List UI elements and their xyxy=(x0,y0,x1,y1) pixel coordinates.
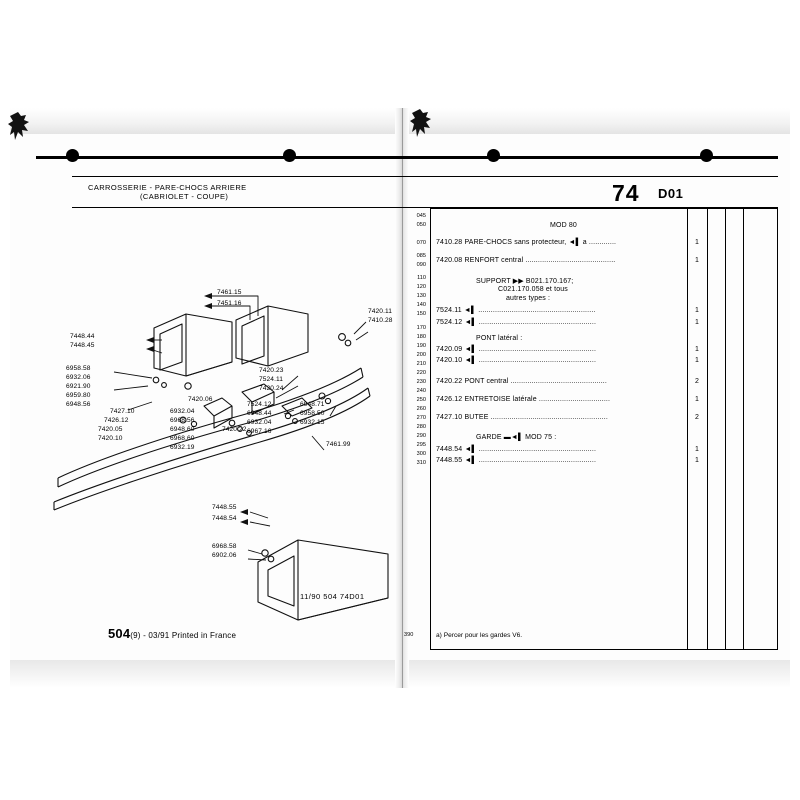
callout-label: 6968.58 xyxy=(212,543,237,550)
table-row: 7427.10 BUTEE ........................................................ xyxy=(436,414,608,421)
callout-label: 7420.23 xyxy=(259,367,284,374)
callout-label: 7426.12 xyxy=(104,417,129,424)
punch-hole xyxy=(66,149,79,162)
rail-number: 150 xyxy=(416,311,426,317)
rail-number: 050 xyxy=(416,222,426,228)
callout-label: 6932.04 xyxy=(247,419,272,426)
table-qty: 2 xyxy=(695,378,699,385)
rail-footnote-number: 390 xyxy=(404,632,414,638)
callout-label: 7448.44 xyxy=(70,333,95,340)
table-row: C021.170.058 et tous xyxy=(498,286,568,293)
callout-label: 7524.11 xyxy=(259,376,284,383)
table-row: 7448.54 ◄▌ ........................................................ xyxy=(436,446,597,453)
callout-label: 7427.10 xyxy=(110,408,135,415)
header-subtitle-2: (CABRIOLET - COUPE) xyxy=(140,192,229,201)
callout-label: 6948.71 xyxy=(300,401,325,408)
callout-label: 6958.50 xyxy=(300,410,325,417)
callout-label: 6959.80 xyxy=(66,392,91,399)
reference-line-numbers xyxy=(404,210,428,650)
table-qty: 1 xyxy=(695,257,699,264)
rail-number: 300 xyxy=(416,451,426,457)
table-row: 7410.28 PARE-CHOCS sans protecteur, ◄▌ a ............. xyxy=(436,239,617,246)
punch-hole xyxy=(487,149,500,162)
table-row: 7420.10 ◄▌ ........................................................ xyxy=(436,357,597,364)
table-row: 7420.09 ◄▌ ........................................................ xyxy=(436,346,597,353)
table-qty: 1 xyxy=(695,446,699,453)
callout-label: 7420.10 xyxy=(98,435,123,442)
rail-number: 190 xyxy=(416,343,426,349)
page-footer xyxy=(108,626,236,641)
callout-label: 6921.90 xyxy=(66,383,91,390)
rail-number: 090 xyxy=(416,262,426,268)
table-row: autres types : xyxy=(506,295,551,302)
rail-number: 070 xyxy=(416,240,426,246)
table-qty: 1 xyxy=(695,239,699,246)
callout-label: 7410.28 xyxy=(368,317,393,324)
table-qty: 1 xyxy=(695,396,699,403)
callout-label: 7448.45 xyxy=(70,342,95,349)
table-column-rule xyxy=(430,208,431,650)
callout-label: 7461.99 xyxy=(326,441,351,448)
callout-label: 6902.06 xyxy=(212,552,237,559)
callout-label: 6968.60 xyxy=(170,435,195,442)
callout-label: 7420.24 xyxy=(259,385,284,392)
table-column-rule xyxy=(707,208,708,650)
section-code: D01 xyxy=(658,186,684,201)
callout-label: 6948.56 xyxy=(66,401,91,408)
rail-number: 170 xyxy=(416,325,426,331)
callout-label: 6932.06 xyxy=(66,374,91,381)
rail-number: 260 xyxy=(416,406,426,412)
rail-number: 295 xyxy=(416,442,426,448)
peugeot-lion-icon-2 xyxy=(408,108,436,148)
table-qty: 1 xyxy=(695,319,699,326)
table-row: 7524.11 ◄▌ ........................................................ xyxy=(436,307,596,314)
rail-number: 180 xyxy=(416,334,426,340)
header-border-top xyxy=(72,176,778,177)
punch-hole xyxy=(283,149,296,162)
callout-label: 6932.15 xyxy=(300,419,325,426)
table-row: 7448.55 ◄▌ ........................................................ xyxy=(436,457,597,464)
rail-number: 250 xyxy=(416,397,426,403)
table-row: PONT latéral : xyxy=(476,335,523,342)
rail-number: 310 xyxy=(416,460,426,466)
header-title: CARROSSERIE - xyxy=(88,183,153,192)
table-qty: 2 xyxy=(695,414,699,421)
rail-number: 140 xyxy=(416,302,426,308)
callout-label: 7448.55 xyxy=(212,504,237,511)
callout-label: 7451.16 xyxy=(217,300,242,307)
callout-label: 7461.15 xyxy=(217,289,242,296)
rail-number: 045 xyxy=(416,213,426,219)
callout-label: 7448.54 xyxy=(212,515,237,522)
rail-number: 130 xyxy=(416,293,426,299)
rail-number: 200 xyxy=(416,352,426,358)
table-column-rule xyxy=(725,208,726,650)
section-number: 74 xyxy=(612,180,640,206)
table-column-rule xyxy=(687,208,688,650)
table-row xyxy=(550,222,577,229)
rail-number: 230 xyxy=(416,379,426,385)
callout-label: 6958.58 xyxy=(66,365,91,372)
rail-number: 290 xyxy=(416,433,426,439)
binding-gutter-line xyxy=(402,108,403,688)
callout-label: 7420.11 xyxy=(368,308,393,315)
header-subtitle-1: PARE-CHOCS ARRIERE xyxy=(154,183,247,192)
table-footnote: a) Percer pour les gardes V6. xyxy=(436,632,523,639)
parts-table xyxy=(430,208,778,650)
table-row: 7420.08 RENFORT central ........................................... xyxy=(436,257,616,264)
table-row: 7420.22 PONT central .............................................. xyxy=(436,378,607,385)
callout-label: 6932.19 xyxy=(170,444,195,451)
callout-label: 7420.22 xyxy=(222,426,247,433)
rail-number: 280 xyxy=(416,424,426,430)
plate-code: 11/90 504 74D01 xyxy=(300,592,365,601)
callout-label: 7420.06 xyxy=(188,396,213,403)
rail-number: 240 xyxy=(416,388,426,394)
callout-label: 6948.60 xyxy=(170,426,195,433)
table-column-rule xyxy=(743,208,744,650)
callout-label: 7420.05 xyxy=(98,426,123,433)
table-row: GARDE ▬◄▌ MOD 75 : xyxy=(476,434,557,441)
peugeot-lion-icon xyxy=(8,110,36,150)
rail-number: 120 xyxy=(416,284,426,290)
table-row: 7524.12 ◄▌ ........................................................ xyxy=(436,319,597,326)
rail-number: 210 xyxy=(416,361,426,367)
footer-print-info: (9) - 03/91 Printed in France xyxy=(130,631,237,640)
table-row: 7426.12 ENTRETOISE latérale .................................. xyxy=(436,396,611,403)
header-title-block xyxy=(88,183,388,201)
table-qty: 1 xyxy=(695,457,699,464)
table-qty: 1 xyxy=(695,357,699,364)
punch-hole xyxy=(700,149,713,162)
footer-page-number: 504 xyxy=(108,626,131,641)
rail-number: 270 xyxy=(416,415,426,421)
callout-label: 6932.04 xyxy=(170,408,195,415)
table-qty: 1 xyxy=(695,346,699,353)
header-rule xyxy=(36,156,778,159)
callout-label: 6967.16 xyxy=(247,428,272,435)
rail-number: 085 xyxy=(416,253,426,259)
table-column-rule xyxy=(777,208,778,650)
table-qty: 1 xyxy=(695,307,699,314)
callout-label: 7524.12 xyxy=(247,401,272,408)
rail-number: 110 xyxy=(417,275,426,281)
callout-label: 6968.56 xyxy=(170,417,195,424)
callout-label: 6948.44 xyxy=(247,410,272,417)
mod-heading: MOD 80 xyxy=(550,222,577,229)
table-row: SUPPORT ▶▶ B021.170.167; xyxy=(476,278,574,285)
rail-number: 220 xyxy=(416,370,426,376)
